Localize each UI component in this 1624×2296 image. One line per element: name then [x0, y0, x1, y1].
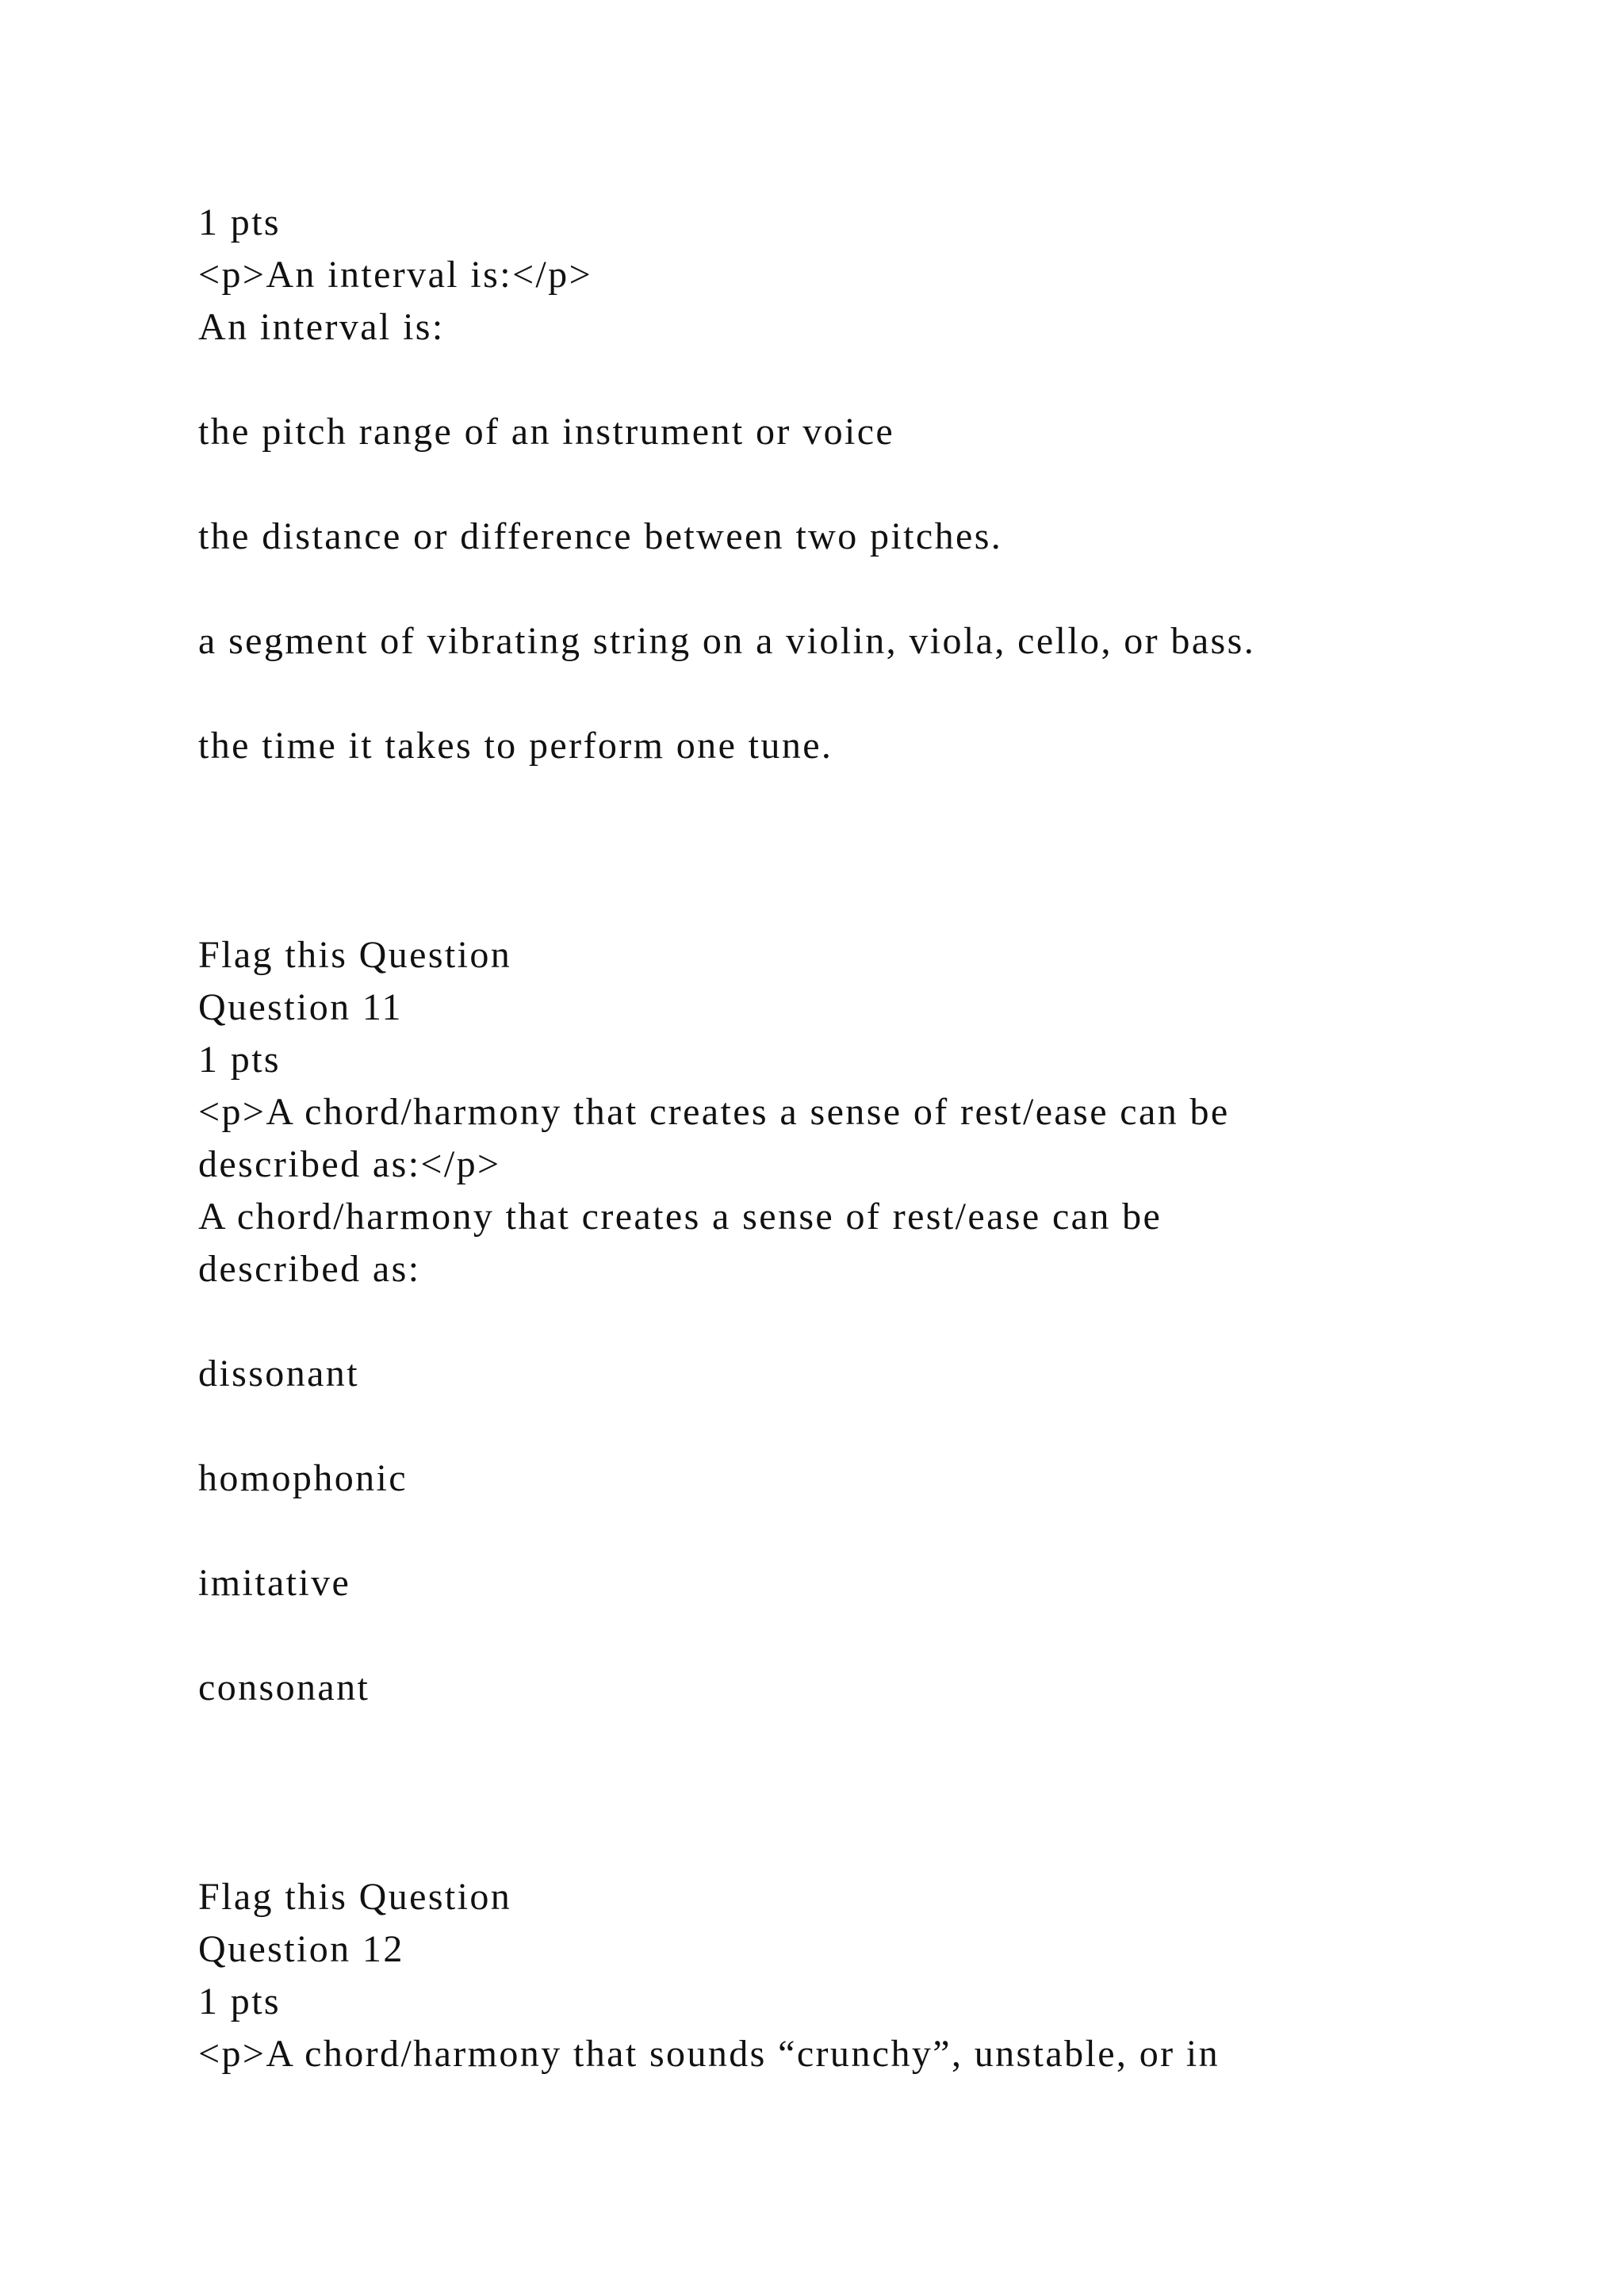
- answer-option[interactable]: the distance or difference between two pitches.: [198, 515, 1003, 557]
- question-10: [198, 197, 1546, 772]
- answer-option[interactable]: a segment of vibrating string on a violin, viola, cello, or bass.: [198, 620, 1256, 662]
- answer-option[interactable]: imitative: [198, 1562, 351, 1604]
- question-title: Question 12: [198, 1928, 404, 1970]
- question-11: [198, 929, 1546, 1714]
- question-points: 1 pts: [198, 201, 282, 243]
- answer-option[interactable]: homophonic: [198, 1457, 408, 1499]
- question-12: [198, 1871, 1546, 2080]
- question-raw-prompt: <p>A chord/harmony that creates a sense of rest/ease can be: [198, 1091, 1230, 1133]
- question-prompt: An interval is:: [198, 306, 445, 348]
- answer-option[interactable]: dissonant: [198, 1353, 359, 1395]
- question-title: Question 11: [198, 986, 403, 1028]
- document-page: [198, 197, 1546, 2080]
- question-points: 1 pts: [198, 1980, 282, 2022]
- question-raw-prompt: described as:</p>: [198, 1143, 501, 1185]
- flag-question-link[interactable]: Flag this Question: [198, 1876, 512, 1918]
- flag-question-link[interactable]: Flag this Question: [198, 934, 512, 976]
- answer-option[interactable]: the time it takes to perform one tune.: [198, 725, 833, 767]
- question-raw-prompt: <p>A chord/harmony that sounds “crunchy”, unstable, or in: [198, 2033, 1220, 2075]
- answer-option[interactable]: the pitch range of an instrument or voice: [198, 411, 895, 453]
- question-points: 1 pts: [198, 1039, 282, 1081]
- answer-option[interactable]: consonant: [198, 1667, 370, 1709]
- question-prompt: A chord/harmony that creates a sense of rest/ease can be: [198, 1196, 1162, 1238]
- question-prompt: described as:: [198, 1248, 421, 1290]
- question-raw-prompt: <p>An interval is:</p>: [198, 254, 593, 296]
